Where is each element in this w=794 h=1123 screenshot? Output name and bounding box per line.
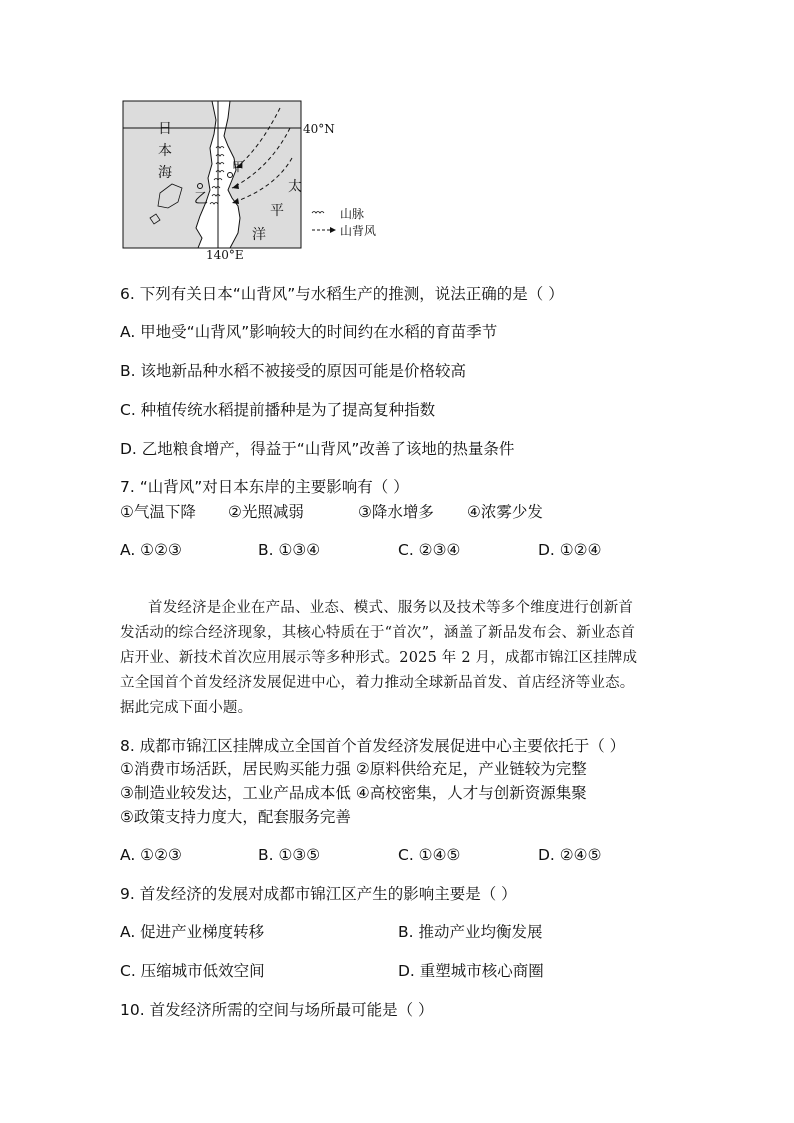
q7-option-b: B. ①③④ [258, 541, 321, 559]
q7-option-d: D. ①②④ [538, 541, 602, 559]
q8-option-d: D. ②④⑤ [538, 846, 602, 864]
q9-option-b: B. 推动产业均衡发展 [398, 923, 543, 941]
map-label-ocean-1: 太 [288, 179, 302, 195]
passage-line-1: 首发经济是企业在产品、业态、模式、服务以及技术等多个维度进行创新首 [148, 600, 634, 616]
q6-option-c: C. 种植传统水稻提前播种是为了提高复种指数 [120, 401, 436, 419]
map-label-sea-3: 海 [158, 165, 172, 181]
passage-line-3: 店开业、新技术首次应用展示等多种形式。2025 年 2 月，成都市锦江区挂牌成 [120, 650, 638, 666]
q8-line-1: ①消费市场活跃，居民购买能力强 ②原料供给充足，产业链较为完整 [120, 760, 587, 778]
map-label-ocean-3: 洋 [252, 227, 266, 243]
q10-stem: 10. 首发经济所需的空间与场所最可能是（ ） [120, 1001, 434, 1019]
q7-stem: 7. “山背风”对日本东岸的主要影响有（ ） [120, 478, 409, 496]
legend-mountain-symbol [312, 212, 324, 214]
q6-option-d: D. 乙地粮食增产，得益于“山背风”改善了该地的热量条件 [120, 440, 515, 458]
q8-line-2: ③制造业较发达，工业产品成本低 ④高校密集，人才与创新资源集聚 [120, 784, 587, 802]
q9-option-a: A. 促进产业梯度转移 [120, 923, 265, 941]
passage-line-5: 据此完成下面小题。 [120, 700, 253, 716]
q8-stem: 8. 成都市锦江区挂牌成立全国首个首发经济发展促进中心主要依托于（ ） [120, 737, 626, 755]
japan-wind-map [120, 98, 380, 263]
q7-item-1: ①气温下降 [120, 503, 196, 521]
q8-option-c: C. ①④⑤ [398, 846, 461, 864]
legend-mountain-label: 山脉 [340, 207, 365, 221]
legend-wind-label: 山背风 [340, 224, 377, 238]
map-label-ocean-2: 平 [270, 203, 284, 219]
passage-line-2: 发活动的综合经济现象，其核心特质在于“首次”，涵盖了新品发布会、新业态首 [120, 625, 636, 641]
q9-option-d: D. 重塑城市核心商圈 [398, 962, 544, 980]
q8-option-b: B. ①③⑤ [258, 846, 321, 864]
map-label-jia: 甲 [232, 160, 245, 174]
q7-item-2: ②光照减弱 [228, 503, 304, 521]
q7-option-c: C. ②③④ [398, 541, 461, 559]
map-label-latitude: 40°N [303, 122, 335, 136]
q9-option-c: C. 压缩城市低效空间 [120, 962, 265, 980]
q6-option-b: B. 该地新品种水稻不被接受的原因可能是价格较高 [120, 362, 466, 380]
passage-line-4: 立全国首个首发经济发展促进中心，着力推动全球新品首发、首店经济等业态。 [120, 675, 635, 691]
q6-option-a: A. 甲地受“山背风”影响较大的时间约在水稻的育苗季节 [120, 323, 498, 341]
map-label-yi: 乙 [194, 191, 208, 207]
map-label-sea-1: 日 [158, 121, 172, 137]
map-label-longitude: 140°E [206, 248, 244, 262]
q9-stem: 9. 首发经济的发展对成都市锦江区产生的影响主要是（ ） [120, 885, 517, 903]
q8-line-3: ⑤政策支持力度大，配套服务完善 [120, 808, 351, 826]
map-label-sea-2: 本 [158, 143, 172, 159]
q7-item-3: ③降水增多 [358, 503, 434, 521]
q7-option-a: A. ①②③ [120, 541, 182, 559]
q7-item-4: ④浓雾少发 [467, 503, 543, 521]
legend-wind-symbol [312, 227, 336, 233]
q6-stem: 6. 下列有关日本“山背风”与水稻生产的推测，说法正确的是（ ） [120, 285, 564, 303]
q8-option-a: A. ①②③ [120, 846, 182, 864]
